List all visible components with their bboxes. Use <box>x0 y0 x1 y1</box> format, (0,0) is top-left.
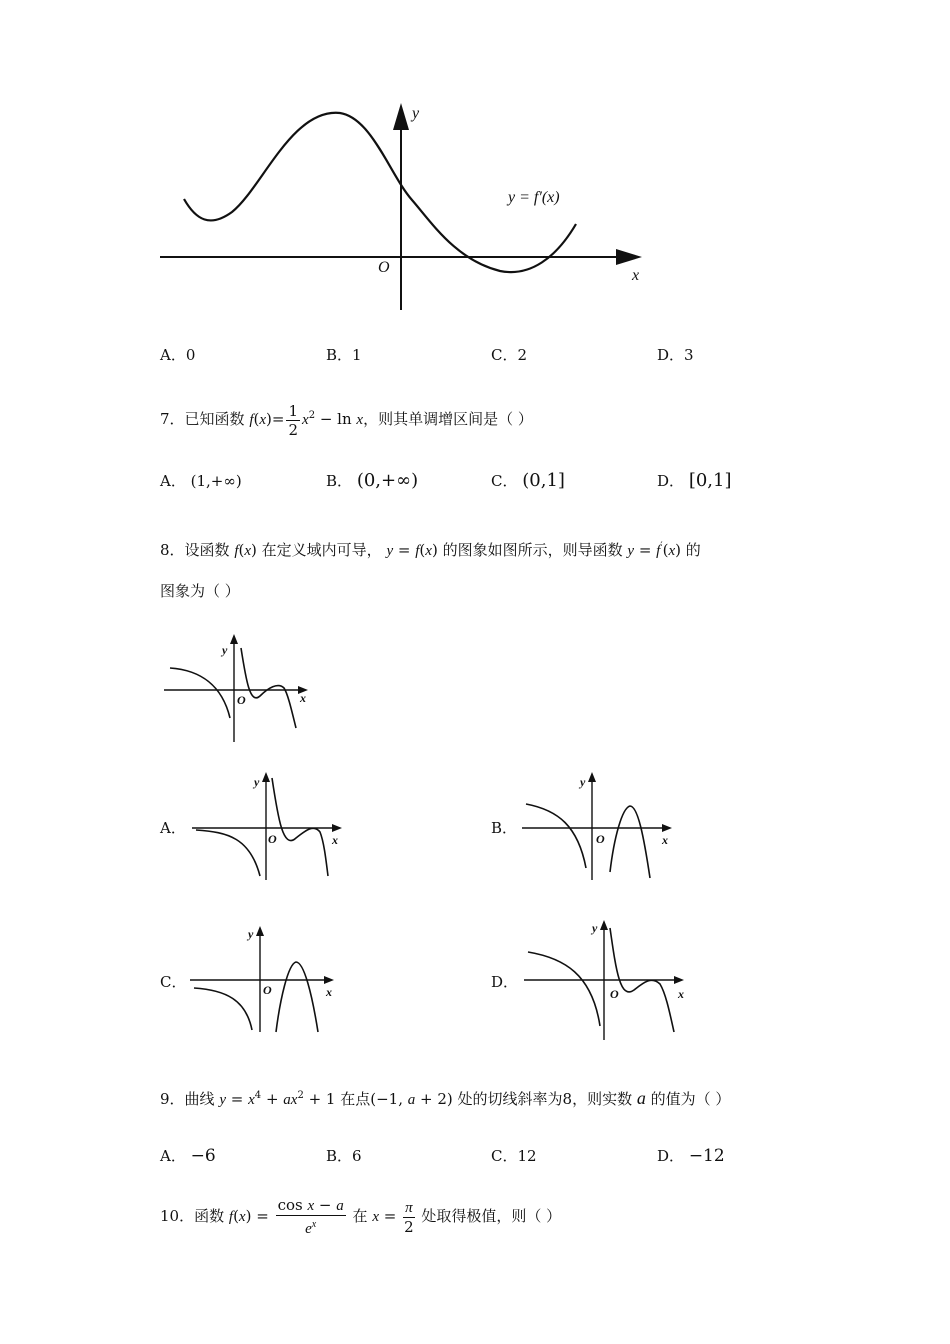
curve-label: y = f′(x) <box>508 189 560 206</box>
top-x-label: x <box>632 267 640 284</box>
q10-question: 10．函数 f(x) = $\frac{\text{cos x − a}}{e^x}$ 在 x = $\frac{\pi}{2}$ 处取得极值，则（ ） <box>160 1196 562 1237</box>
q8-question-line1: 8．设函数 f(x) 在定义域内可导， y = f(x) 的图象如图所示，则导函数 y = f′(x) 的 <box>160 541 701 559</box>
q8-option-b-graph[interactable] <box>518 768 688 888</box>
q6-option-c[interactable]: C．2 <box>491 346 528 364</box>
q8-ref-x-label: x <box>300 691 306 705</box>
q8-option-a[interactable]: A． <box>160 819 186 837</box>
q9-option-d[interactable]: D． −12 <box>657 1146 725 1166</box>
q6-option-a[interactable]: A．0 <box>160 346 196 364</box>
q8-question-line2: 图象为（ ） <box>160 582 240 600</box>
top-origin-label: O <box>378 259 390 276</box>
q8-b-x-label: x <box>662 833 668 847</box>
q7-formula: f <box>249 412 254 428</box>
q8-ref-y-label: y <box>222 643 228 657</box>
q7-option-c[interactable]: C． (0,1] <box>491 470 565 491</box>
q8-c-y-label: y <box>248 927 254 941</box>
q8-d-o-label: O <box>610 987 619 1001</box>
q8-c-o-label: O <box>263 983 272 997</box>
q9-option-b[interactable]: B．6 <box>326 1147 362 1165</box>
q8-a-o-label: O <box>268 832 277 846</box>
top-y-label: y <box>412 105 420 122</box>
q9-question: 9．曲线 $y = x^4 + ax^2 + 1$ 在点(−1, a + 2) 处的切线斜率为8，则实数 a 的值为（ ） <box>160 1088 731 1108</box>
q8-option-d[interactable]: D． <box>491 973 519 991</box>
q9-option-a[interactable]: A． −6 <box>160 1146 216 1166</box>
q8-b-y-label: y <box>580 775 586 789</box>
q8-d-x-label: x <box>678 987 684 1001</box>
q7-option-d[interactable]: D． [0,1] <box>657 470 732 491</box>
q6-option-d[interactable]: D．3 <box>657 346 694 364</box>
q8-option-c[interactable]: C． <box>160 973 187 991</box>
q6-option-b[interactable]: B．1 <box>326 346 362 364</box>
q8-a-y-label: y <box>254 775 260 789</box>
q8-a-x-label: x <box>332 833 338 847</box>
q8-option-d-graph[interactable] <box>520 914 700 1044</box>
q7-option-a[interactable]: A． (1,+∞) <box>160 472 242 490</box>
q8-b-o-label: O <box>596 832 605 846</box>
q7-question: 7．已知函数 f(x)= $\frac{1}{2}$ $x^2 - \ln x$，则其单调增区间是（ ） <box>160 401 533 439</box>
q8-c-x-label: x <box>326 985 332 999</box>
q7-option-b[interactable]: B． (0,+∞) <box>326 470 419 491</box>
q8-ref-o-label: O <box>237 693 246 707</box>
q8-option-b[interactable]: B． <box>491 819 518 837</box>
q9-option-c[interactable]: C．12 <box>491 1147 537 1165</box>
q8-option-a-graph[interactable] <box>188 768 358 888</box>
q8-d-y-label: y <box>592 921 598 935</box>
derivative-graph <box>0 0 950 330</box>
